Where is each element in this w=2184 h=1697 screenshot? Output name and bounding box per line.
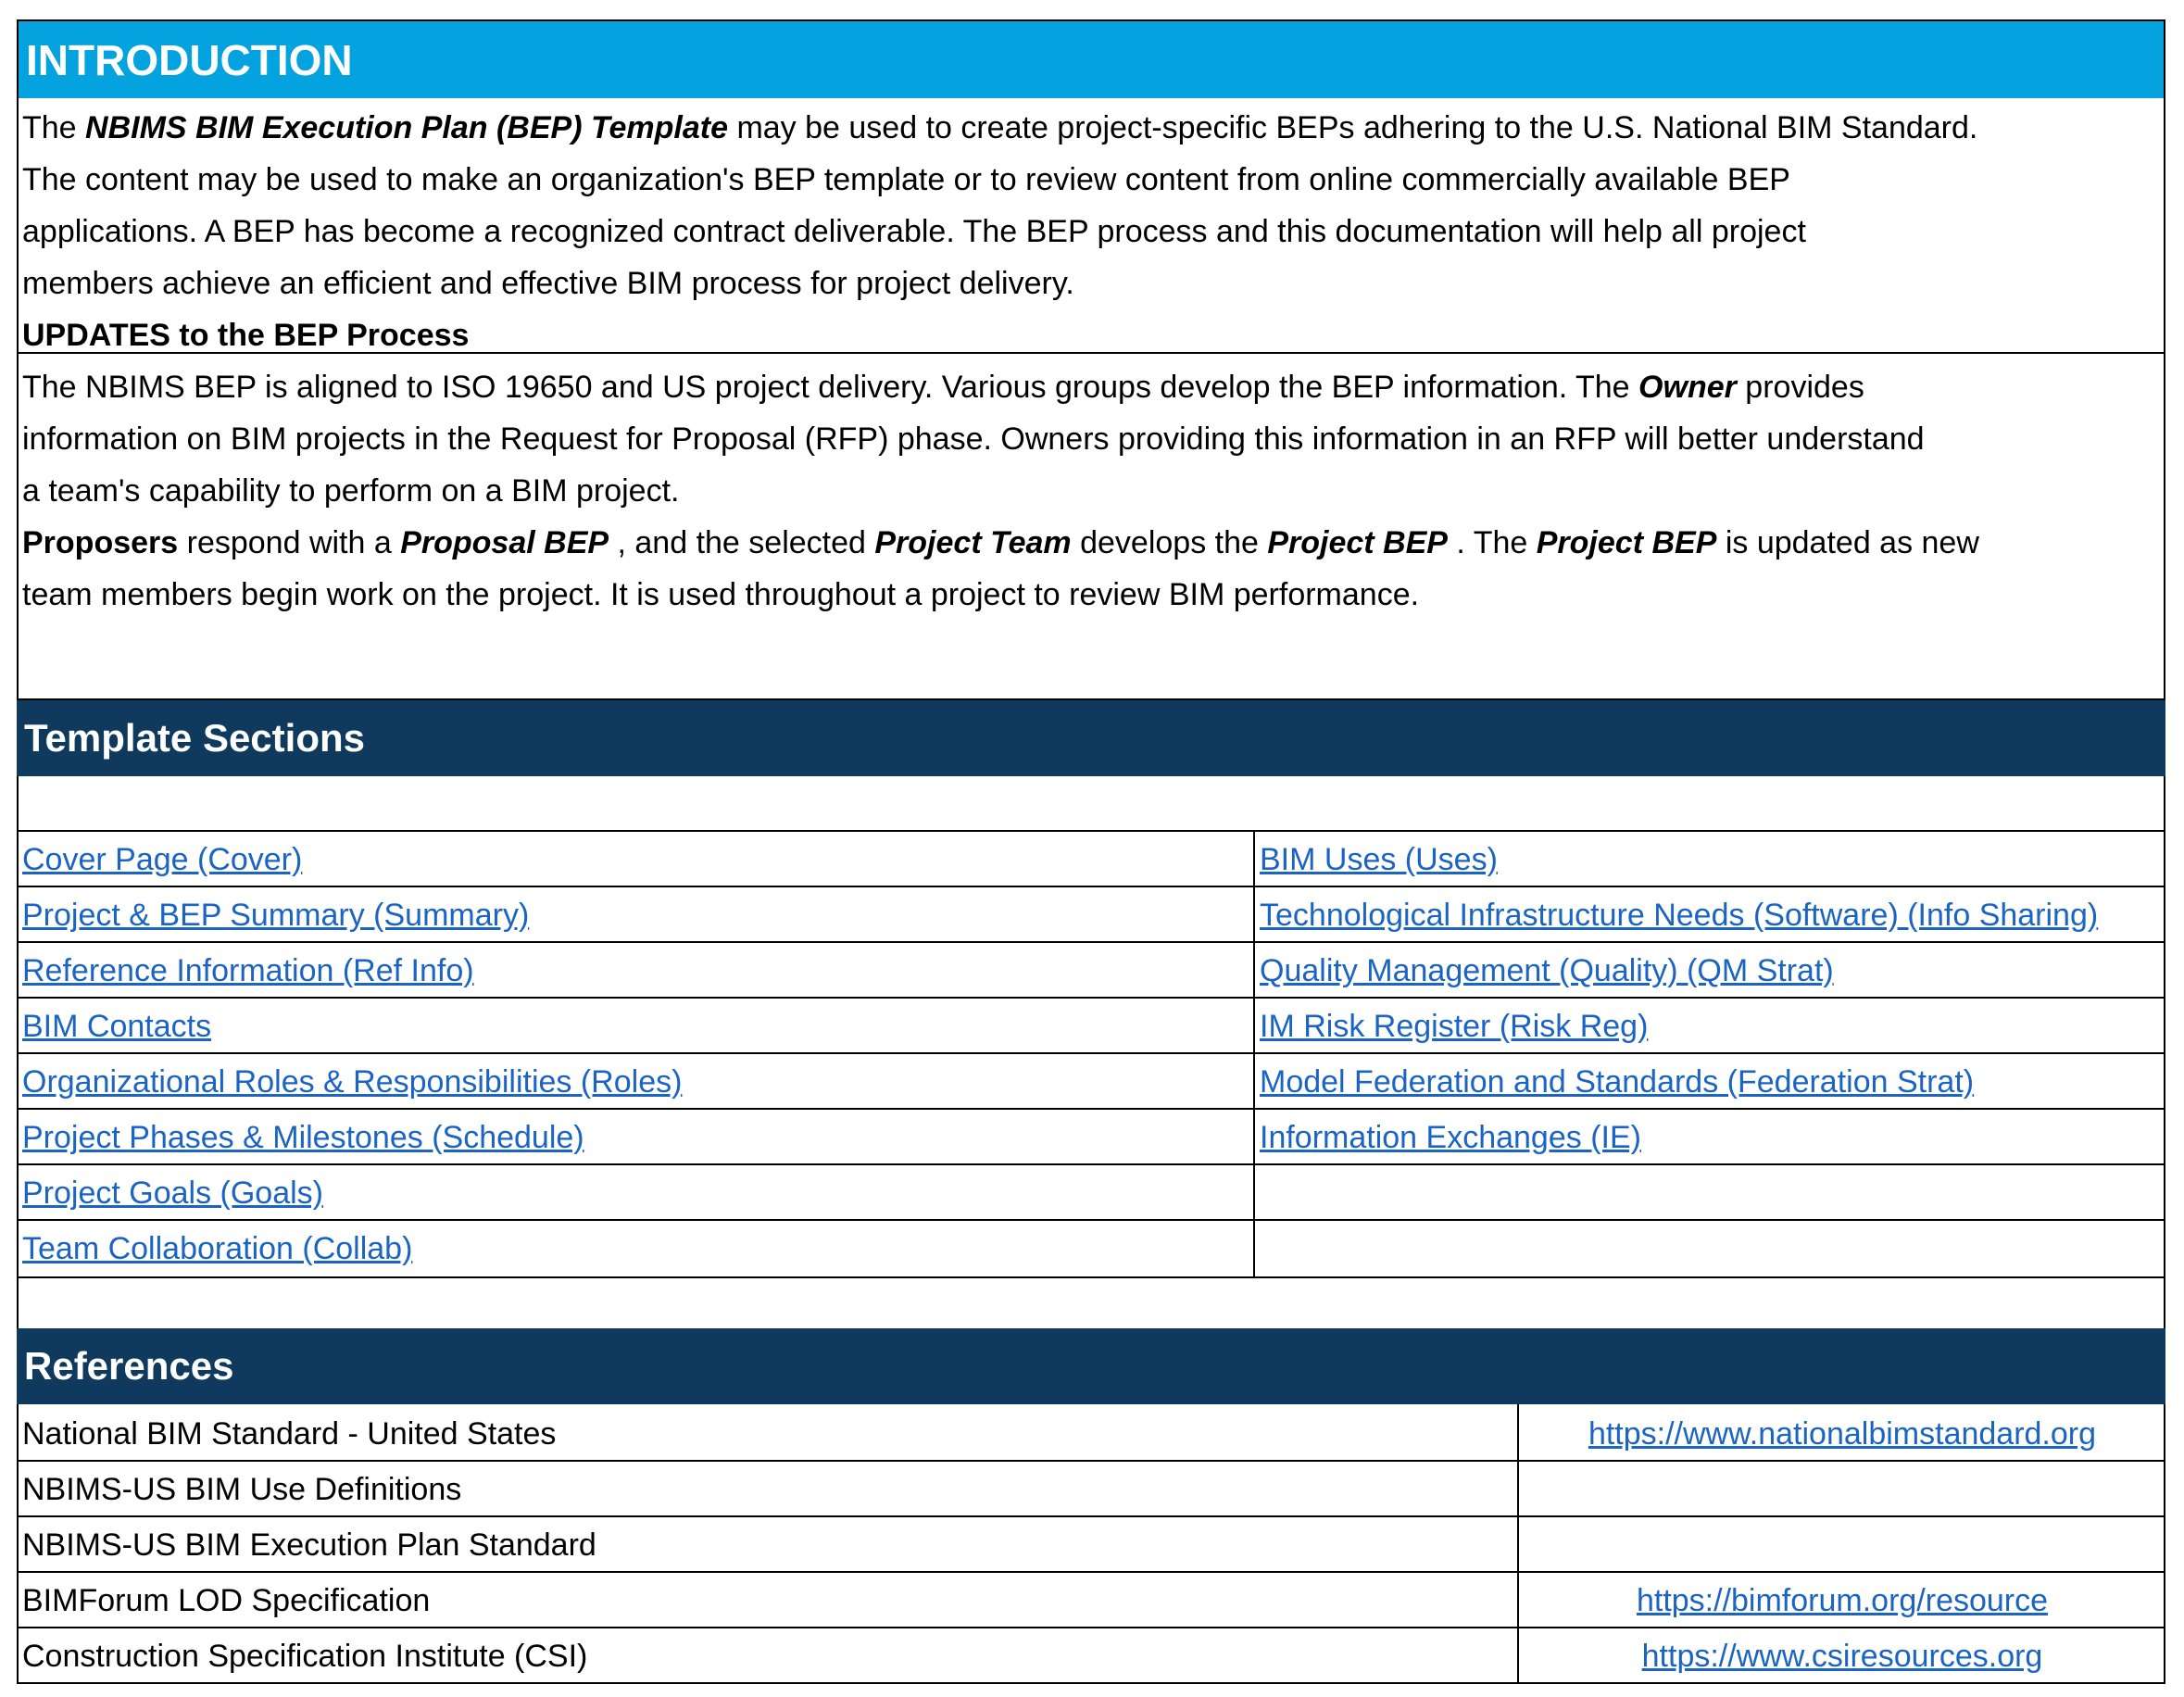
updates-divider — [17, 352, 2165, 354]
reference-name: NBIMS-US BIM Use Definitions — [22, 1472, 462, 1507]
reference-name: NBIMS-US BIM Execution Plan Standard — [22, 1527, 596, 1563]
updates-paragraph-line-3: a team's capability to perform on a BIM project. — [22, 473, 680, 509]
updates-heading: UPDATES to the BEP Process — [22, 318, 470, 353]
section-row-divider — [17, 1219, 2165, 1221]
section-cell-right — [1260, 832, 2164, 887]
section-cell-right — [1260, 1110, 2164, 1165]
bep-template-title: NBIMS BIM Execution Plan (BEP) Template — [85, 110, 728, 145]
intro-paragraph-line-4: members achieve an efficient and effective BIM process for project delivery. — [22, 266, 1074, 301]
section-link[interactable]: Cover Page (Cover) — [22, 842, 303, 877]
section-link[interactable]: IM Risk Register (Risk Reg) — [1260, 1009, 1649, 1044]
reference-url-cell — [1521, 1406, 2164, 1462]
updates-paragraph-line-1: The NBIMS BEP is aligned to ISO 19650 and US project delivery. Various groups develop the BEP information. The Owner provides — [22, 370, 1864, 405]
owner-term: Owner — [1638, 370, 1737, 405]
section-link[interactable]: Project Phases & Milestones (Schedule) — [22, 1120, 584, 1155]
section-link[interactable]: Organizational Roles & Responsibilities (Roles) — [22, 1064, 683, 1100]
section-link[interactable]: Project & BEP Summary (Summary) — [22, 898, 530, 933]
intro-paragraph-line-1: The NBIMS BIM Execution Plan (BEP) Template may be used to create project-specific BEPs adhering to the U.S. National BIM Standard. — [22, 110, 1978, 145]
section-cell-right — [1260, 943, 2164, 999]
proposers-paragraph-line-1: Proposers respond with a Proposal BEP , and the selected Project Team develops the Project BEP . The Project BEP is updated as new — [22, 525, 1979, 560]
proposers-paragraph-line-2: team members begin work on the project. It is used throughout a project to review BIM performance. — [22, 577, 1420, 612]
section-cell-left — [22, 1054, 1245, 1110]
reference-name: Construction Specification Institute (CSI) — [22, 1639, 588, 1674]
section-link[interactable]: Reference Information (Ref Info) — [22, 953, 474, 988]
reference-name: National BIM Standard - United States — [22, 1416, 557, 1452]
section-link[interactable]: BIM Uses (Uses) — [1260, 842, 1498, 877]
references-header: References — [17, 1328, 2165, 1404]
section-cell-left — [22, 887, 1245, 943]
sections-bottom-border — [17, 1276, 2165, 1278]
section-cell-left — [22, 1110, 1245, 1165]
section-link[interactable]: Quality Management (Quality) (QM Strat) — [1260, 953, 1834, 988]
reference-url-cell — [1521, 1573, 2164, 1628]
template-sections-header: Template Sections — [17, 700, 2165, 776]
intro-paragraph-line-3: applications. A BEP has become a recognized contract deliverable. The BEP process and this documentation will help all project — [22, 214, 1806, 249]
section-link[interactable]: BIM Contacts — [22, 1009, 212, 1044]
section-cell-right — [1260, 999, 2164, 1054]
section-cell-left — [22, 999, 1245, 1054]
section-cell-right — [1260, 1054, 2164, 1110]
intro-paragraph-line-2: The content may be used to make an organization's BEP template or to review content from online commercially available BEP — [22, 162, 1790, 197]
section-link[interactable]: Technological Infrastructure Needs (Software) (Info Sharing) — [1260, 898, 2099, 933]
reference-name: BIMForum LOD Specification — [22, 1583, 431, 1618]
reference-url-link[interactable]: https://www.nationalbimstandard.org — [1588, 1416, 2097, 1452]
section-cell-right — [1260, 887, 2164, 943]
references-column-divider — [1517, 1404, 1519, 1684]
updates-paragraph-line-2: information on BIM projects in the Request for Proposal (RFP) phase. Owners providing this information in an RFP will better understand — [22, 421, 1925, 457]
reference-url-link[interactable]: https://bimforum.org/resource — [1636, 1583, 2049, 1618]
section-cell-left — [22, 943, 1245, 999]
introduction-header: INTRODUCTION — [17, 19, 2165, 98]
reference-url-cell — [1521, 1628, 2164, 1684]
section-link[interactable]: Information Exchanges (IE) — [1260, 1120, 1641, 1155]
section-link[interactable]: Model Federation and Standards (Federation Strat) — [1260, 1064, 1975, 1100]
section-cell-left — [22, 1165, 1245, 1221]
section-link[interactable]: Project Goals (Goals) — [22, 1175, 323, 1211]
section-cell-left — [22, 1221, 1245, 1276]
section-link[interactable]: Team Collaboration (Collab) — [22, 1231, 413, 1266]
section-cell-left — [22, 832, 1245, 887]
reference-url-link[interactable]: https://www.csiresources.org — [1641, 1639, 2043, 1674]
